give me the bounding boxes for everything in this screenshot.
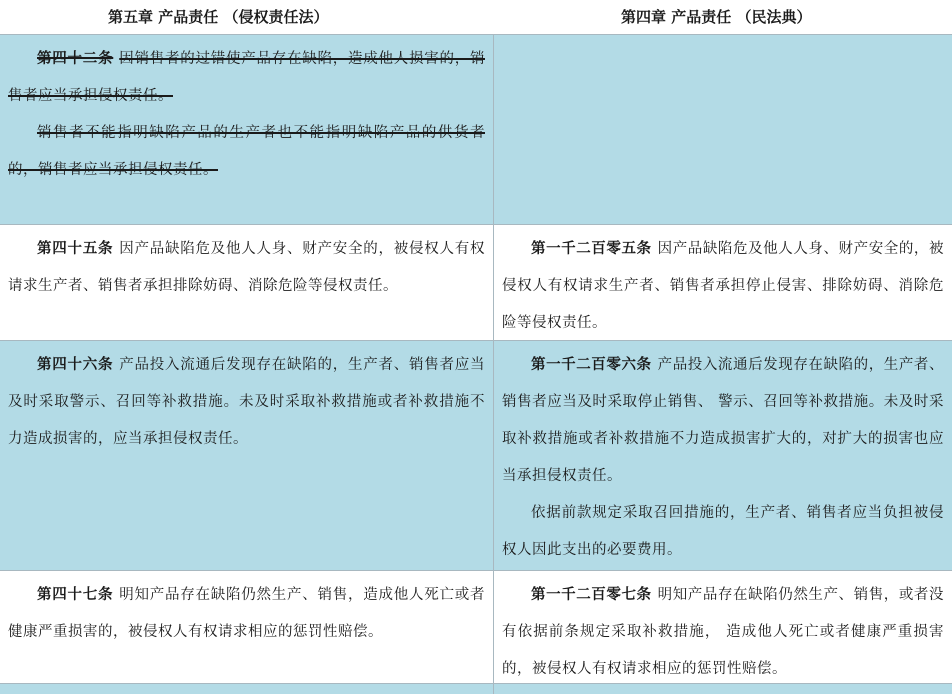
- clause: [502, 346, 944, 495]
- article-text: 因产品缺陷危及他人人身、财产安全的，被侵权人有权请求生产者、销售者承担排除妨碍、消除危险等侵权责任。: [8, 241, 485, 294]
- table-row: [0, 340, 952, 570]
- article-text: 因产品缺陷危及他人人身、财产安全的，被侵权人有权请求生产者、销售者承担停止侵害、排除妨碍、消除危险等侵权责任。: [502, 241, 945, 331]
- article-number: 第一千二百零六条: [531, 356, 652, 373]
- table-header: [0, 0, 952, 34]
- row-cell-left: [0, 225, 494, 340]
- row-cell-right: [494, 35, 952, 224]
- article-text: 明知产品存在缺陷仍然生产、销售，或者没有依据前条规定采取补救措施， 造成他人死亡或者健康严重损害的，被侵权人有权请求相应的惩罚性赔偿。: [502, 587, 945, 677]
- deleted-clause: [8, 40, 485, 115]
- clause: [502, 230, 944, 340]
- article-text: 明知产品存在缺陷仍然生产、销售，造成他人死亡或者健康严重损害的，被侵权人有权请求相应的惩罚性赔偿。: [8, 587, 485, 640]
- article-text: 因销售者的过错使产品存在缺陷，造成他人损害的，销售者应当承担侵权责任。: [8, 51, 485, 104]
- article-number: 第一千二百零五条: [531, 240, 652, 257]
- article-number: 第四十七条: [37, 586, 114, 603]
- clause: [502, 576, 944, 683]
- table-row: [0, 34, 952, 224]
- row-cell-left: [0, 571, 494, 683]
- article-text: 销售者不能指明缺陷产品的生产者也不能指明缺陷产品的供货者的，销售者应当承担侵权责任。: [8, 125, 485, 178]
- clause: [8, 230, 485, 305]
- row-cell-right: [494, 225, 952, 340]
- clause: [8, 346, 485, 458]
- header-left: 第五章 产品责任 （侵权责任法）: [108, 8, 329, 26]
- table-row: [0, 224, 952, 340]
- row-cell-left: [0, 684, 494, 694]
- row-cell-left: [0, 341, 494, 570]
- article-text: 产品投入流通后发现存在缺陷的，生产者、 销售者应当及时采取停止销售、 警示、召回等补救措施。未及时采取补救措施或者补救措施不力造成损害扩大的，对扩大的损害也应当承担侵权责任。: [502, 357, 945, 484]
- header-right: 第四章 产品责任 （民法典）: [621, 8, 812, 26]
- table-row: [0, 683, 952, 694]
- article-text: 产品投入流通后发现存在缺陷的，生产者、销售者应当及时采取警示、召回等补救措施。未及时采取补救措施或者补救措施不力造成损害的，应当承担侵权责任。: [8, 357, 485, 447]
- article-text: 依据前款规定采取召回措施的，生产者、销售者应当负担被侵权人因此支出的必要费用。: [502, 505, 944, 558]
- article-number: 第四十六条: [37, 356, 114, 373]
- table-row: [0, 570, 952, 683]
- article-number: 第四十二条: [37, 50, 114, 67]
- article-number: 第一千二百零七条: [531, 586, 652, 603]
- deleted-clause: [8, 115, 485, 189]
- clause: [8, 576, 485, 651]
- clause: [502, 495, 944, 569]
- row-cell-right: [494, 341, 952, 570]
- article-number: 第四十五条: [37, 240, 114, 257]
- row-cell-left: [0, 35, 494, 224]
- row-cell-right: [494, 684, 952, 694]
- row-cell-right: [494, 571, 952, 683]
